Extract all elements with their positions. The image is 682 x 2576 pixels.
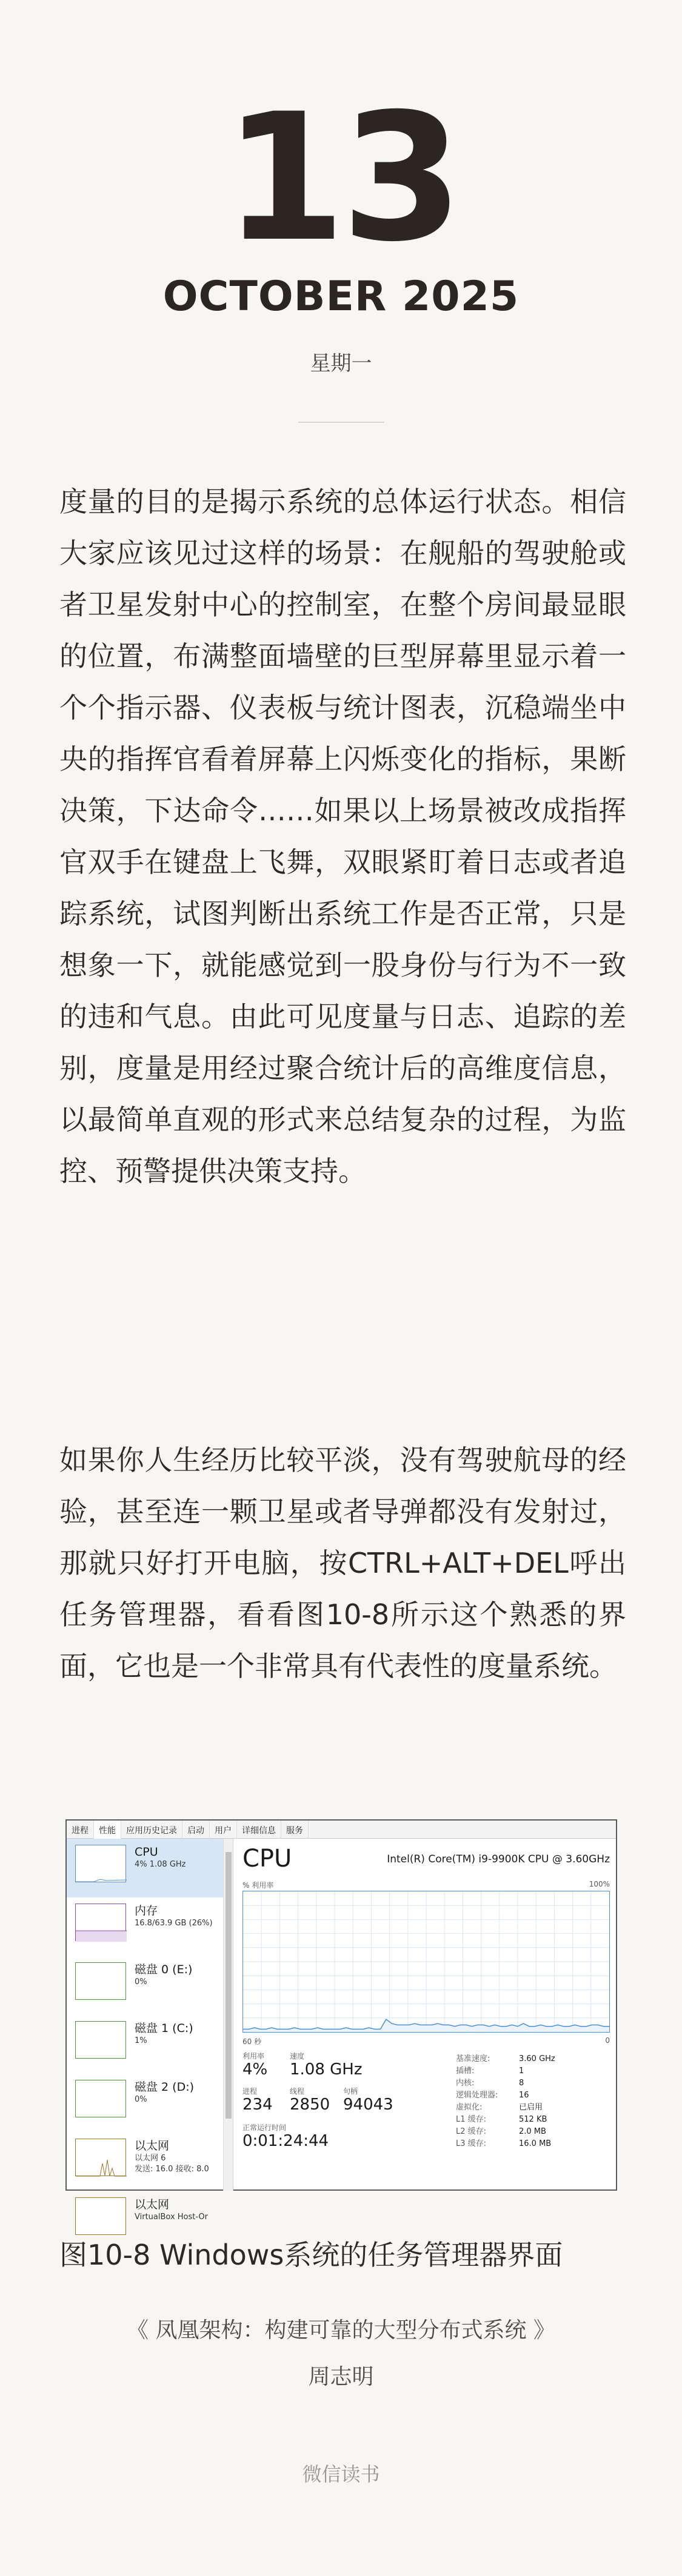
performance-sidebar [67,1839,233,2222]
detail-row [456,2126,613,2138]
uptime-value: 0:01:24:44 [242,2132,329,2150]
detail-value: 已启用 [519,2103,543,2112]
sidebar-item-memory[interactable] [67,1897,233,1956]
detail-value: 512 KB [519,2115,547,2124]
tab-app-history[interactable]: 应用历史记录 [121,1821,182,1839]
detail-row [456,2053,613,2065]
detail-key: 内核: [456,2079,475,2088]
cpu-model: Intel(R) Core(TM) i9-9900K CPU @ 3.60GHz [387,1853,610,1865]
detail-value: 16.0 MB [519,2139,552,2148]
tab-services[interactable]: 服务 [281,1821,309,1839]
sidebar-item-value: 0% [135,1977,147,1987]
detail-value: 8 [519,2079,524,2088]
graph-time-label: 60 秒 [242,2037,262,2046]
task-manager-screenshot [65,1819,617,2222]
detail-row [456,2114,613,2126]
disk-thumbnail-graph [75,2080,126,2117]
cpu-utilization-chart [243,1891,609,2032]
speed-value: 1.08 GHz [290,2060,363,2079]
handles-value: 94043 [343,2096,393,2114]
detail-value: 16 [519,2091,529,2100]
detail-row [456,2102,613,2114]
memory-thumbnail-graph [75,1904,126,1941]
sidebar-item-cpu[interactable] [67,1839,233,1897]
article-paragraph: 如果你人生经历比较平淡，没有驾驶航母的经验，甚至连一颗卫星或者导弹都没有发射过，那就只好打开电脑，按CTRL+ALT+DEL呼出任务管理器，看看图10-8所示这个熟悉的界面，它也是一个非常具有代表性的度量系统。 [59,1444,626,1682]
threads-label: 线程 [290,2087,305,2096]
sidebar-item-name: 磁盘 2 (D:) [135,2080,195,2094]
sidebar-item-value: VirtualBox Host-Or [135,2213,209,2222]
processes-label: 进程 [242,2087,258,2096]
detail-key: 基准速度: [456,2054,490,2063]
detail-row [456,2065,613,2077]
sidebar-item-value: 1% [135,2036,147,2045]
sidebar-scrollbar[interactable] [223,1839,233,2191]
sidebar-item-value: 4% 1.08 GHz [135,1860,186,1869]
graph-max-label: 100% [589,1880,610,1888]
sidebar-item-name: CPU [135,1845,158,1859]
sidebar-item-name: 磁盘 0 (E:) [135,1963,193,1976]
disk-thumbnail-graph [75,2021,126,2059]
speed-label: 速度 [290,2052,305,2060]
tab-performance[interactable]: 性能 [94,1821,121,1839]
date-header [0,76,682,376]
detail-key: 虚拟化: [456,2103,483,2112]
disk-thumbnail-graph [75,1962,126,2000]
sidebar-item-name: 磁盘 1 (C:) [135,2022,193,2035]
header-divider [298,422,384,423]
scrollbar-thumb[interactable] [226,1852,232,2119]
tab-startup[interactable]: 启动 [182,1821,210,1839]
sidebar-item-ethernet-6[interactable] [67,2133,233,2191]
network-thumbnail-graph [75,2197,126,2235]
book-title: 《 凤凰架构：构建可靠的大型分布式系统 》 [127,2318,555,2343]
sidebar-item-value: 0% [135,2095,147,2104]
sidebar-item-name: 内存 [135,1904,158,1917]
panel-title: CPU [242,1845,292,1873]
sidebar-item-name: 以太网 [135,2198,170,2211]
uptime-label: 正常运行时间 [242,2123,287,2132]
article-paragraph: 度量的目的是揭示系统的总体运行状态。相信大家应该见过这样的场景：在舰船的驾驶舱或者卫星发射中心的控制室，在整个房间最显眼的位置，布满整面墙壁的巨型屏幕里显示着一个个指示器、仪表板与统计图表，沉稳端坐中央的指挥官看着屏幕上闪烁变化的指标，果断决策，下达命令……如果以上场景被改成指挥官双手在键盘上飞舞，双眼紧盯着日志或者追踪系统，试图判断出系统工作是否正常，只是想象一下，就能感觉到一股身份与行为不一致的违和气息。由此可见度量与日志、追踪的差别，度量是用经过聚合统计后的高维度信息，以最简单直观的形式来总结复杂的过程，为监控、预警提供决策支持。 [59,485,626,1187]
cpu-details [456,2053,613,2150]
sidebar-item-throughput: 发送: 16.0 接收: 8.0 [135,2165,209,2174]
detail-key: L2 缓存: [456,2127,487,2136]
sidebar-item-disk-0[interactable] [67,1956,233,2015]
detail-key: L1 缓存: [456,2115,487,2124]
detail-row [456,2090,613,2102]
date-day: 13 [223,76,459,281]
sidebar-item-disk-1[interactable] [67,2015,233,2074]
detail-key: 插槽: [456,2066,475,2076]
cpu-detail-panel [242,1845,612,2190]
detail-value: 1 [519,2066,524,2076]
date-month-year: OCTOBER 2025 [162,273,520,320]
book-author: 周志明 [308,2365,374,2389]
figure-caption: 图10-8 Windows系统的任务管理器界面 [59,2239,563,2271]
tab-details[interactable]: 详细信息 [237,1821,281,1839]
sidebar-item-name: 以太网 [135,2139,170,2153]
sidebar-item-disk-2[interactable] [67,2074,233,2133]
detail-value: 3.60 GHz [519,2054,555,2063]
graph-time-end-label: 0 [605,2036,610,2045]
cpu-thumbnail-graph [75,1845,126,1882]
sidebar-item-value: 16.8/63.9 GB (26%) [135,1919,213,1928]
footer-brand: 微信读书 [302,2463,380,2486]
tab-processes[interactable]: 进程 [67,1821,94,1839]
graph-axis-label: % 利用率 [242,1881,274,1890]
utilization-value: 4% [242,2060,268,2079]
detail-row [456,2077,613,2090]
detail-value: 2.0 MB [519,2127,546,2136]
detail-key: 逻辑处理器: [456,2091,498,2100]
cpu-utilization-graph [242,1891,610,2033]
detail-key: L3 缓存: [456,2139,487,2148]
processes-value: 234 [242,2096,273,2114]
handles-label: 句柄 [343,2087,358,2096]
task-manager-tabs [67,1821,616,1839]
utilization-label: 利用率 [242,2052,265,2060]
date-weekday: 星期一 [310,351,372,376]
network-thumbnail-graph [75,2139,126,2176]
tab-users[interactable]: 用户 [210,1821,237,1839]
sidebar-item-value: 以太网 6 [135,2154,166,2163]
threads-value: 2850 [290,2096,330,2114]
detail-row [456,2138,613,2150]
